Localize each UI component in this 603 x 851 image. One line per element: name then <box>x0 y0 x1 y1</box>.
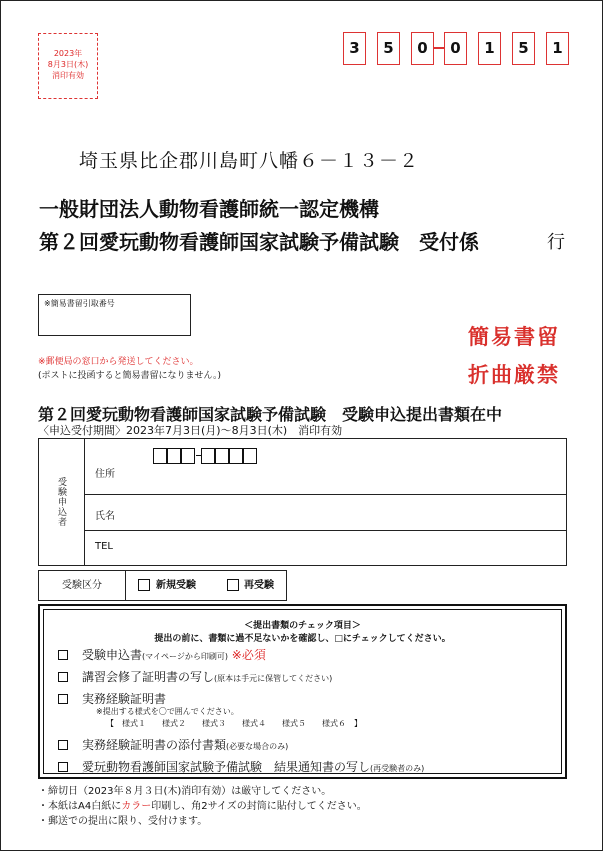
postal-input-box[interactable] <box>229 448 243 464</box>
print-note-pre: ・本紙はA4白紙に <box>38 801 122 812</box>
postal-code-input-boxes[interactable] <box>153 448 263 466</box>
acceptance-period: 〈申込受付期間〉2023年7月3日(月)～8月3日(木) 消印有効 <box>38 424 343 437</box>
recipient-name: 第２回愛玩動物看護師国家試験予備試験 受付係 <box>39 230 479 254</box>
postmark-stamp-area <box>38 33 98 99</box>
stamp-validity: 消印有効 <box>52 71 84 80</box>
print-note-post: 印刷し、角2サイズの封筒に貼付してください。 <box>151 801 367 812</box>
print-note <box>38 797 367 812</box>
checklist-instruction: 提出の前に、書類に過不足ないかを確認し、□にチェックしてください。 <box>154 634 451 644</box>
form-options[interactable]: 【 様式１ 様式２ 様式３ 様式４ 様式５ 様式６ 】 <box>106 719 362 728</box>
tel-row[interactable] <box>85 531 566 565</box>
checklist-item-course-certificate[interactable] <box>58 668 332 685</box>
recipient-address: 埼玉県比企郡川島町八幡６－１３－２ <box>79 150 420 172</box>
document-title: 第２回愛玩動物看護師国家試験予備試験 受験申込提出書類在中 <box>38 405 503 424</box>
postal-digit: 5 <box>377 32 400 65</box>
mailbox-note: (ポストに投函すると簡易書留になりません。) <box>38 371 222 381</box>
retake-checkbox[interactable] <box>227 579 239 591</box>
postal-digit: 5 <box>512 32 535 65</box>
checklist-heading: ＜提出書類のチェック項目＞ <box>244 621 361 631</box>
checkbox[interactable] <box>58 762 68 772</box>
form-select-note: ※提出する様式を〇で囲んでください。 <box>96 707 239 716</box>
item-label: 愛玩動物看護師国家試験予備試験 結果通知書の写し <box>82 760 371 774</box>
name-label: 氏名 <box>95 511 115 522</box>
item-label: 受験申込書 <box>82 648 143 662</box>
stamp-date: 8月3日(木) <box>47 60 89 69</box>
checklist-item-work-experience[interactable] <box>58 690 166 707</box>
postal-code <box>343 32 569 65</box>
checkbox[interactable] <box>58 740 68 750</box>
name-row[interactable] <box>85 495 566 531</box>
registered-mail-number-box <box>38 294 191 336</box>
item-note: (再受験者のみ) <box>370 764 425 773</box>
recipient-suffix: 行 <box>547 232 565 253</box>
postal-input-box[interactable] <box>153 448 167 464</box>
postal-digit: 0 <box>411 32 434 65</box>
item-label: 実務経験証明書の添付書類 <box>82 738 227 752</box>
exam-category-label: 受験区分 <box>39 571 126 600</box>
deadline-note: ・締切日（2023年８月３日(木)消印有効）は厳守してください。 <box>38 786 332 797</box>
stamp-year: 2023年 <box>53 49 83 58</box>
print-note-color: カラー <box>121 801 152 812</box>
new-exam-checkbox[interactable] <box>138 579 150 591</box>
checkbox[interactable] <box>58 650 68 660</box>
checkbox[interactable] <box>58 694 68 704</box>
organization-name: 一般財団法人動物看護師統一認定機構 <box>39 197 379 221</box>
do-not-bend-tag: 折曲厳禁 <box>468 363 560 387</box>
item-label: 講習会修了証明書の写し <box>82 670 215 684</box>
checklist-item-application[interactable] <box>58 646 266 663</box>
postal-digit: 0 <box>444 32 467 65</box>
postal-digit: 3 <box>343 32 366 65</box>
item-note: (必要な場合のみ) <box>226 742 289 751</box>
exam-category-box <box>38 570 287 601</box>
registered-mail-number-label: ※簡易書留引取番号 <box>44 299 115 308</box>
mail-only-note: ・郵送での提出に限り、受付けます。 <box>38 816 208 827</box>
postal-dash <box>434 47 444 49</box>
postal-digit: 1 <box>546 32 569 65</box>
postal-input-box[interactable] <box>243 448 257 464</box>
post-office-note: ※郵便局の窓口から発送してください。 <box>38 357 199 367</box>
address-label: 住所 <box>95 469 115 480</box>
postal-input-box[interactable] <box>215 448 229 464</box>
postal-digit: 1 <box>478 32 501 65</box>
checklist-item-result-notice[interactable] <box>58 758 424 775</box>
item-note: (マイページから印刷可) <box>142 652 228 661</box>
postal-input-box[interactable] <box>167 448 181 464</box>
applicant-side-label: 受験申込者 <box>39 439 85 565</box>
checkbox[interactable] <box>58 672 68 682</box>
applicant-table <box>38 438 567 566</box>
new-exam-label: 新規受験 <box>156 580 196 591</box>
checklist-inner <box>43 609 562 774</box>
address-row[interactable] <box>85 439 566 495</box>
item-label: 実務経験証明書 <box>82 692 167 706</box>
required-mark: ※必須 <box>231 648 266 662</box>
tel-label: TEL <box>95 541 113 552</box>
postal-input-box[interactable] <box>201 448 215 464</box>
document-checklist <box>38 604 567 779</box>
registered-mail-tag: 簡易書留 <box>468 325 560 349</box>
checklist-item-attachments[interactable] <box>58 736 288 753</box>
postal-input-box[interactable] <box>181 448 195 464</box>
item-note: (原本は手元に保管してください) <box>214 674 333 683</box>
retake-label: 再受験 <box>244 580 274 591</box>
